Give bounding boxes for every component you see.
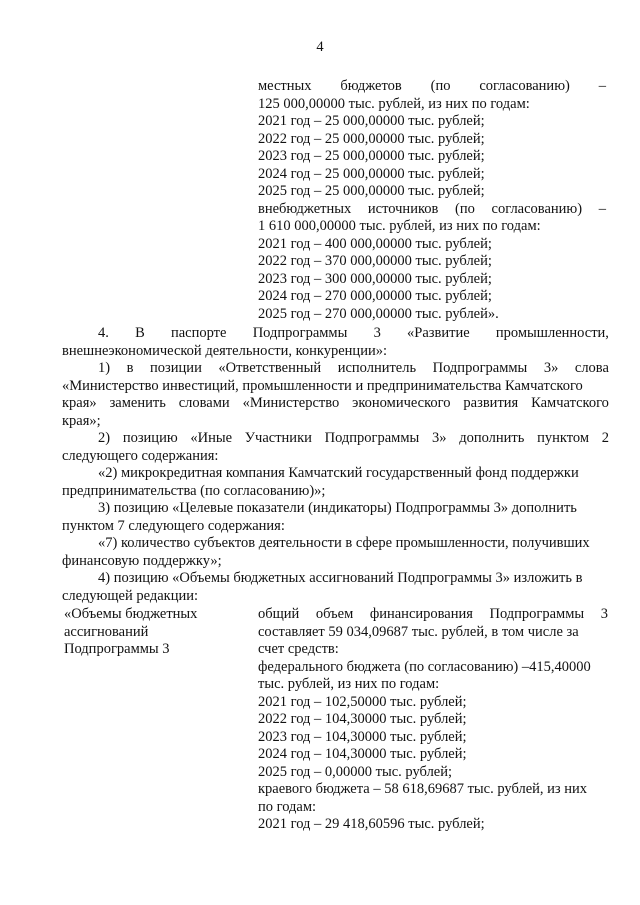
- extrabudgetary-year-line: 2025 год – 270 000,00000 тыс. рублей».: [258, 305, 499, 322]
- federal-budget-line2: тыс. рублей, из них по годам:: [258, 676, 440, 692]
- word: 2): [98, 430, 111, 446]
- local-budget-heading: [258, 78, 606, 96]
- word: «Ответственный: [218, 360, 322, 376]
- item-2-line1: [62, 430, 609, 448]
- table-label-line: Подпрограммы 3: [64, 641, 170, 657]
- word: объем: [315, 606, 354, 622]
- item-1-line4: края»;: [62, 412, 101, 429]
- word: –: [598, 78, 606, 94]
- word: 4.: [98, 325, 109, 341]
- item-4-line1: 4) позицию «Объемы бюджетных ассигнований Подпрограммы 3» изложить в: [98, 570, 583, 586]
- word: развития: [463, 395, 519, 411]
- word: 1): [98, 360, 111, 376]
- item-3-line2: пунктом 7 следующего содержания:: [62, 517, 285, 534]
- total-financing-line1: [258, 606, 608, 624]
- word: (по: [455, 200, 475, 217]
- word: внебюджетных: [258, 200, 352, 217]
- word: 2: [601, 430, 609, 446]
- quote-2-line2: предпринимательства (по согласованию)»;: [62, 482, 326, 499]
- federal-budget-year-line: 2025 год – 0,00000 тыс. рублей;: [258, 763, 453, 780]
- word: Участники: [244, 430, 312, 446]
- quote-7-line2: финансовую поддержку»;: [62, 552, 222, 569]
- regional-budget-line1: краевого бюджета – 58 618,69687 тыс. рублей, из них: [258, 781, 588, 797]
- word: согласованию): [479, 78, 570, 94]
- federal-budget-line1: федерального бюджета (по согласованию) –415,40000: [258, 658, 591, 675]
- local-budget-years: [258, 113, 606, 201]
- item-4-line2: следующей редакции:: [62, 587, 199, 604]
- total-financing-line3: счет средств:: [258, 641, 339, 657]
- local-budget-year-line: 2021 год – 25 000,00000 тыс. рублей;: [258, 113, 485, 129]
- regional-budget-line2: по годам:: [258, 798, 317, 815]
- extrabudgetary-year-line: 2023 год – 300 000,00000 тыс. рублей;: [258, 270, 492, 287]
- word: Камчатского: [531, 395, 609, 411]
- word: края»: [62, 395, 97, 411]
- regional-budget-years: [258, 816, 608, 834]
- word: общий: [258, 606, 300, 622]
- word: позиции: [150, 360, 202, 376]
- total-financing-line2: составляет 59 034,09687 тыс. рублей, в том числе за: [258, 623, 579, 640]
- table-label-line: ассигнований: [64, 623, 149, 640]
- table-value-cell: [258, 606, 608, 834]
- word: «Иные: [190, 430, 233, 446]
- word: местных: [258, 78, 312, 94]
- federal-budget-year-line: 2022 год – 104,30000 тыс. рублей;: [258, 711, 467, 727]
- word: Подпрограммы: [252, 325, 348, 341]
- word: «Развитие: [407, 325, 470, 341]
- quote-7-line1: «7) количество субъектов деятельности в сфере промышленности, получивших: [98, 535, 590, 551]
- table-label-cell: [64, 606, 244, 659]
- word: в: [126, 360, 134, 376]
- quote-2-line1: «2) микрокредитная компания Камчатский государственный фонд поддержки: [98, 465, 579, 481]
- page-number: 4: [316, 39, 324, 55]
- extrabudgetary-years: [258, 236, 606, 324]
- extrabudgetary-total: 1 610 000,00000 тыс. рублей, из них по годам:: [258, 218, 541, 234]
- word: пунктом: [537, 430, 589, 446]
- word: Подпрограммы: [489, 606, 585, 622]
- item-1-line2: «Министерство инвестиций, промышленности и предпринимательства Камчатского: [62, 377, 583, 394]
- section-4-heading-line2: внешнеэкономической деятельности, конкуренции»:: [62, 342, 387, 359]
- word: исполнитель: [337, 360, 417, 376]
- local-budget-year-line: 2023 год – 25 000,00000 тыс. рублей;: [258, 148, 485, 164]
- word: слова: [574, 360, 609, 376]
- word: 3: [373, 325, 381, 341]
- section-4-amendments: [62, 325, 609, 605]
- extrabudgetary-year-line: 2021 год – 400 000,00000 тыс. рублей;: [258, 235, 492, 252]
- word: бюджетов: [340, 78, 402, 94]
- word: В: [135, 325, 145, 341]
- local-budget-year-line: 2022 год – 25 000,00000 тыс. рублей;: [258, 130, 485, 147]
- word: словами: [178, 395, 230, 411]
- local-budget-year-line: 2024 год – 25 000,00000 тыс. рублей;: [258, 165, 485, 182]
- local-budget-total: 125 000,00000 тыс. рублей, из них по годам:: [258, 95, 530, 112]
- word: заменить: [109, 395, 166, 411]
- federal-budget-year-line: 2023 год – 104,30000 тыс. рублей;: [258, 728, 467, 745]
- word: (по: [430, 78, 451, 94]
- federal-budget-year-line: 2024 год – 104,30000 тыс. рублей;: [258, 746, 467, 762]
- federal-budget-years: [258, 694, 608, 782]
- word: «Министерство: [242, 395, 340, 411]
- section-4-heading-line1: [62, 325, 609, 343]
- word: 3»: [431, 430, 447, 446]
- local-budget-year-line: 2025 год – 25 000,00000 тыс. рублей;: [258, 183, 485, 199]
- table-label-line: «Объемы бюджетных: [64, 606, 198, 622]
- extrabudgetary-year-line: 2022 год – 370 000,00000 тыс. рублей;: [258, 253, 492, 269]
- word: 3»: [543, 360, 559, 376]
- word: 3: [600, 606, 608, 622]
- federal-budget-year-line: 2021 год – 102,50000 тыс. рублей;: [258, 693, 467, 710]
- item-1-line1: [62, 360, 609, 378]
- word: Подпрограммы: [324, 430, 420, 446]
- word: финансирования: [369, 606, 473, 622]
- item-2-line2: следующего содержания:: [62, 447, 219, 464]
- word: Подпрограммы: [432, 360, 528, 376]
- word: позицию: [122, 430, 178, 446]
- extrabudgetary-heading: [258, 201, 606, 219]
- extrabudgetary-year-line: 2024 год – 270 000,00000 тыс. рублей;: [258, 288, 492, 304]
- word: паспорте: [170, 325, 227, 341]
- item-3-line1: 3) позицию «Целевые показатели (индикаторы) Подпрограммы 3» дополнить: [98, 500, 577, 516]
- local-and-extrabudgetary-funding: [258, 78, 606, 323]
- regional-budget-year-line: 2021 год – 29 418,60596 тыс. рублей;: [258, 816, 485, 832]
- word: согласованию): [491, 200, 583, 217]
- item-1-line3: [62, 395, 609, 413]
- word: –: [598, 200, 606, 217]
- word: источников: [367, 200, 439, 217]
- word: экономического: [352, 395, 451, 411]
- word: промышленности,: [495, 325, 609, 341]
- word: дополнить: [459, 430, 525, 446]
